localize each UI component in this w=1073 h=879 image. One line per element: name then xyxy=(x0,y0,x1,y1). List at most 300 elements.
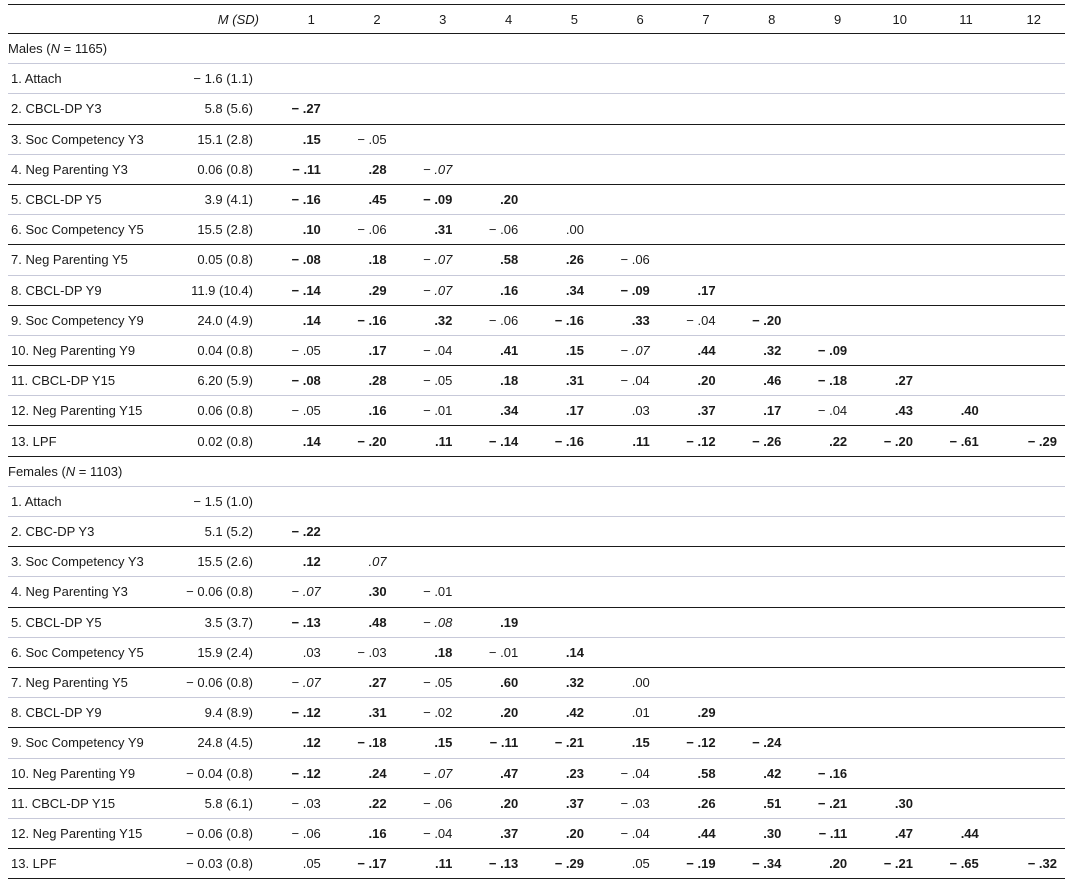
table-row xyxy=(8,698,1065,728)
mean-sd-cell: − 1.6 (1.1) xyxy=(183,64,275,94)
correlation-cell xyxy=(999,305,1065,335)
correlation-cell xyxy=(801,245,867,275)
table-row xyxy=(8,728,1065,758)
correlation-cell: .26 xyxy=(538,245,604,275)
correlation-cell: − .07 xyxy=(604,335,670,365)
correlation-cell xyxy=(736,124,802,154)
correlation-cell: .29 xyxy=(670,698,736,728)
correlation-cell: − .16 xyxy=(538,426,604,456)
table-row xyxy=(8,245,1065,275)
correlation-cell: .44 xyxy=(670,335,736,365)
mean-sd-cell: 0.06 (0.8) xyxy=(183,396,275,426)
correlation-cell: .12 xyxy=(275,547,341,577)
correlation-cell: − .22 xyxy=(275,517,341,547)
correlation-cell xyxy=(407,94,473,124)
correlation-cell: − .06 xyxy=(472,215,538,245)
variable-label: 9. Soc Competency Y9 xyxy=(8,728,183,758)
correlation-cell: − .11 xyxy=(801,818,867,848)
correlation-cell: .20 xyxy=(472,788,538,818)
correlation-cell: − .21 xyxy=(801,788,867,818)
correlation-cell xyxy=(341,486,407,516)
correlation-cell: − .26 xyxy=(736,426,802,456)
correlation-cell xyxy=(736,486,802,516)
column-header: 12 xyxy=(999,5,1065,34)
correlation-cell: .51 xyxy=(736,788,802,818)
correlation-cell: .11 xyxy=(407,426,473,456)
mean-sd-cell: 6.20 (5.9) xyxy=(183,366,275,396)
correlation-cell: − .09 xyxy=(604,275,670,305)
correlation-cell: .42 xyxy=(538,698,604,728)
correlation-cell xyxy=(933,245,999,275)
correlation-cell xyxy=(999,245,1065,275)
correlation-cell: − .02 xyxy=(407,698,473,728)
variable-label: 11. CBCL-DP Y15 xyxy=(8,366,183,396)
correlation-cell xyxy=(867,728,933,758)
correlation-cell: − .61 xyxy=(933,426,999,456)
correlation-cell: .17 xyxy=(341,335,407,365)
table-row xyxy=(8,788,1065,818)
correlation-cell xyxy=(801,124,867,154)
correlation-cell xyxy=(275,64,341,94)
variable-label: 5. CBCL-DP Y5 xyxy=(8,184,183,214)
correlation-cell xyxy=(999,335,1065,365)
correlation-cell xyxy=(999,547,1065,577)
correlation-cell: − .06 xyxy=(604,245,670,275)
correlation-cell: − .06 xyxy=(407,788,473,818)
correlation-cell: − .08 xyxy=(275,366,341,396)
mean-sd-cell: 0.02 (0.8) xyxy=(183,426,275,456)
correlation-cell: .14 xyxy=(538,637,604,667)
mean-sd-cell: 24.8 (4.5) xyxy=(183,728,275,758)
correlation-cell: .00 xyxy=(538,215,604,245)
correlation-cell: .17 xyxy=(670,275,736,305)
correlation-cell xyxy=(736,698,802,728)
correlation-cell xyxy=(933,637,999,667)
correlation-cell xyxy=(472,577,538,607)
correlation-cell xyxy=(999,64,1065,94)
table-row xyxy=(8,154,1065,184)
correlation-cell xyxy=(472,124,538,154)
table-body xyxy=(8,34,1065,879)
correlation-cell xyxy=(933,577,999,607)
correlation-cell: − .11 xyxy=(275,154,341,184)
correlation-cell: .28 xyxy=(341,366,407,396)
correlation-cell xyxy=(604,637,670,667)
correlation-cell: − .07 xyxy=(275,577,341,607)
correlation-cell xyxy=(801,637,867,667)
correlation-cell xyxy=(933,305,999,335)
correlation-cell xyxy=(933,154,999,184)
correlation-cell: .58 xyxy=(670,758,736,788)
correlation-cell: − .12 xyxy=(670,728,736,758)
correlation-cell xyxy=(933,728,999,758)
correlation-cell: .37 xyxy=(670,396,736,426)
correlation-cell xyxy=(933,788,999,818)
mean-sd-cell: 0.06 (0.8) xyxy=(183,154,275,184)
correlation-cell: .20 xyxy=(801,849,867,879)
correlation-cell xyxy=(604,577,670,607)
correlation-cell: − .01 xyxy=(407,396,473,426)
correlation-cell: .31 xyxy=(538,366,604,396)
correlation-cell: − .06 xyxy=(341,215,407,245)
correlation-cell: .18 xyxy=(407,637,473,667)
correlation-cell xyxy=(341,64,407,94)
table-row xyxy=(8,215,1065,245)
correlation-cell: − .09 xyxy=(801,335,867,365)
header-row xyxy=(8,5,1065,34)
correlation-cell: .15 xyxy=(407,728,473,758)
variable-label: 4. Neg Parenting Y3 xyxy=(8,154,183,184)
correlation-cell: − .32 xyxy=(999,849,1065,879)
correlation-cell: − .16 xyxy=(341,305,407,335)
correlation-cell xyxy=(604,486,670,516)
correlation-cell xyxy=(867,517,933,547)
correlation-cell xyxy=(670,245,736,275)
correlation-cell xyxy=(736,517,802,547)
correlation-cell xyxy=(736,94,802,124)
correlation-cell: .05 xyxy=(275,849,341,879)
correlation-cell xyxy=(407,124,473,154)
correlation-cell xyxy=(801,667,867,697)
correlation-cell xyxy=(538,154,604,184)
correlation-cell: .17 xyxy=(538,396,604,426)
correlation-cell xyxy=(867,124,933,154)
correlation-cell xyxy=(999,94,1065,124)
correlation-cell xyxy=(538,577,604,607)
correlation-cell: − .07 xyxy=(407,275,473,305)
correlation-cell xyxy=(538,94,604,124)
correlation-cell: − .13 xyxy=(472,849,538,879)
correlation-cell xyxy=(999,275,1065,305)
correlation-cell: − .13 xyxy=(275,607,341,637)
correlation-cell xyxy=(867,698,933,728)
table-row xyxy=(8,184,1065,214)
group-n-label: N xyxy=(50,41,61,57)
correlation-cell: .01 xyxy=(604,698,670,728)
correlation-cell: .15 xyxy=(275,124,341,154)
variable-label: 6. Soc Competency Y5 xyxy=(8,637,183,667)
correlation-cell xyxy=(933,698,999,728)
variable-label: 8. CBCL-DP Y9 xyxy=(8,275,183,305)
correlation-cell xyxy=(801,215,867,245)
correlation-cell: .45 xyxy=(341,184,407,214)
table-row xyxy=(8,94,1065,124)
mean-sd-cell: 0.04 (0.8) xyxy=(183,335,275,365)
correlation-cell: .44 xyxy=(670,818,736,848)
table-row xyxy=(8,396,1065,426)
group-label xyxy=(8,456,1065,486)
correlation-cell xyxy=(736,275,802,305)
correlation-cell xyxy=(933,94,999,124)
correlation-cell: − .05 xyxy=(275,335,341,365)
correlation-cell: .32 xyxy=(407,305,473,335)
mean-sd-cell: 0.05 (0.8) xyxy=(183,245,275,275)
correlation-cell: .26 xyxy=(670,788,736,818)
correlation-cell xyxy=(407,486,473,516)
correlation-cell: .18 xyxy=(472,366,538,396)
correlation-cell xyxy=(670,124,736,154)
correlation-cell xyxy=(999,215,1065,245)
correlation-cell: .20 xyxy=(670,366,736,396)
table-row xyxy=(8,577,1065,607)
correlation-cell xyxy=(933,667,999,697)
correlation-cell xyxy=(867,486,933,516)
correlation-cell: − .04 xyxy=(801,396,867,426)
correlation-cell: .00 xyxy=(604,667,670,697)
correlation-cell: .29 xyxy=(341,275,407,305)
table-row xyxy=(8,305,1065,335)
correlation-cell: .11 xyxy=(604,426,670,456)
group-n-value: = 1165) xyxy=(60,41,108,57)
variable-label: 3. Soc Competency Y3 xyxy=(8,547,183,577)
variable-label: 13. LPF xyxy=(8,426,183,456)
variable-label: 3. Soc Competency Y3 xyxy=(8,124,183,154)
column-header: 11 xyxy=(933,5,999,34)
mean-sd-cell: − 0.06 (0.8) xyxy=(183,818,275,848)
correlation-cell: .28 xyxy=(341,154,407,184)
correlation-cell: .07 xyxy=(341,547,407,577)
correlation-cell: .19 xyxy=(472,607,538,637)
correlation-cell xyxy=(670,215,736,245)
correlation-cell: .34 xyxy=(472,396,538,426)
correlation-cell xyxy=(999,788,1065,818)
correlation-cell: .05 xyxy=(604,849,670,879)
group-prefix: Females ( xyxy=(8,463,66,479)
correlation-cell xyxy=(670,577,736,607)
correlation-cell: − .12 xyxy=(275,758,341,788)
correlation-cell: .16 xyxy=(341,818,407,848)
correlation-cell: − .12 xyxy=(275,698,341,728)
correlation-cell xyxy=(933,275,999,305)
table-row xyxy=(8,124,1065,154)
correlation-cell xyxy=(538,184,604,214)
variable-label: 6. Soc Competency Y5 xyxy=(8,215,183,245)
correlation-cell xyxy=(604,215,670,245)
correlation-cell xyxy=(867,607,933,637)
correlation-cell xyxy=(472,94,538,124)
correlation-cell xyxy=(999,366,1065,396)
correlation-cell: − .08 xyxy=(407,607,473,637)
variable-label: 13. LPF xyxy=(8,849,183,879)
correlation-cell xyxy=(670,184,736,214)
correlation-cell: .33 xyxy=(604,305,670,335)
correlation-cell: .23 xyxy=(538,758,604,788)
correlation-cell xyxy=(801,486,867,516)
mean-sd-cell: − 0.06 (0.8) xyxy=(183,667,275,697)
correlation-cell xyxy=(736,245,802,275)
correlation-cell xyxy=(407,547,473,577)
correlation-cell xyxy=(933,547,999,577)
table-row xyxy=(8,607,1065,637)
mean-sd-cell: 3.5 (3.7) xyxy=(183,607,275,637)
correlation-cell xyxy=(472,486,538,516)
correlation-cell: − .05 xyxy=(275,396,341,426)
table-row xyxy=(8,818,1065,848)
correlation-cell xyxy=(670,64,736,94)
group-label xyxy=(8,34,1065,64)
correlation-cell: .15 xyxy=(538,335,604,365)
correlation-cell xyxy=(670,637,736,667)
mean-sd-cell: 15.1 (2.8) xyxy=(183,124,275,154)
correlation-cell: − .16 xyxy=(275,184,341,214)
correlation-cell: − .04 xyxy=(604,818,670,848)
correlation-cell xyxy=(736,547,802,577)
correlation-cell xyxy=(801,184,867,214)
correlation-cell xyxy=(999,667,1065,697)
correlation-cell xyxy=(999,124,1065,154)
table-row xyxy=(8,547,1065,577)
correlation-cell xyxy=(999,577,1065,607)
correlation-cell: − .34 xyxy=(736,849,802,879)
correlation-cell: .47 xyxy=(867,818,933,848)
correlation-cell: .41 xyxy=(472,335,538,365)
correlation-cell: .27 xyxy=(867,366,933,396)
group-n-label: N xyxy=(65,463,76,479)
correlation-cell: .44 xyxy=(933,818,999,848)
correlation-cell: .17 xyxy=(736,396,802,426)
correlation-cell: − .06 xyxy=(275,818,341,848)
correlation-cell: .20 xyxy=(472,184,538,214)
correlation-cell: .58 xyxy=(472,245,538,275)
correlation-cell: − .04 xyxy=(604,366,670,396)
mean-label: M xyxy=(217,11,229,27)
correlation-cell xyxy=(341,94,407,124)
correlation-cell: .10 xyxy=(275,215,341,245)
group-header-row xyxy=(8,456,1065,486)
table-row xyxy=(8,486,1065,516)
correlation-cell xyxy=(999,396,1065,426)
correlation-cell xyxy=(933,366,999,396)
correlation-cell xyxy=(538,64,604,94)
variable-label: 12. Neg Parenting Y15 xyxy=(8,396,183,426)
correlation-cell xyxy=(867,758,933,788)
correlation-cell: .22 xyxy=(341,788,407,818)
correlation-cell: − .08 xyxy=(275,245,341,275)
correlation-cell xyxy=(801,305,867,335)
correlation-cell: .40 xyxy=(933,396,999,426)
correlation-cell xyxy=(867,94,933,124)
variable-header xyxy=(8,5,183,34)
correlation-cell xyxy=(670,154,736,184)
column-header: 10 xyxy=(867,5,933,34)
correlation-cell: .24 xyxy=(341,758,407,788)
correlation-cell: .15 xyxy=(604,728,670,758)
correlation-cell: .03 xyxy=(604,396,670,426)
correlation-cell: .20 xyxy=(538,818,604,848)
correlation-cell xyxy=(538,517,604,547)
correlation-cell xyxy=(736,154,802,184)
column-header: 9 xyxy=(801,5,867,34)
correlation-cell xyxy=(867,154,933,184)
correlation-cell: − .04 xyxy=(604,758,670,788)
correlation-cell xyxy=(604,184,670,214)
correlation-cell: − .01 xyxy=(472,637,538,667)
correlation-cell xyxy=(867,667,933,697)
correlation-cell: − .07 xyxy=(407,245,473,275)
mean-sd-cell: 5.8 (5.6) xyxy=(183,94,275,124)
table-row xyxy=(8,637,1065,667)
correlation-cell: .60 xyxy=(472,667,538,697)
correlation-cell xyxy=(604,607,670,637)
correlation-cell xyxy=(736,607,802,637)
mean-sd-cell: 3.9 (4.1) xyxy=(183,184,275,214)
column-header: 7 xyxy=(670,5,736,34)
group-n-value: = 1103) xyxy=(75,463,123,479)
correlation-cell: .31 xyxy=(341,698,407,728)
correlation-cell xyxy=(933,215,999,245)
correlation-cell xyxy=(472,64,538,94)
mean-sd-cell: 11.9 (10.4) xyxy=(183,275,275,305)
correlation-cell: − .07 xyxy=(407,758,473,788)
table-row xyxy=(8,758,1065,788)
correlation-cell xyxy=(999,607,1065,637)
correlation-cell: − .11 xyxy=(472,728,538,758)
correlation-cell: − .05 xyxy=(341,124,407,154)
column-header: 3 xyxy=(407,5,473,34)
correlation-cell: − .05 xyxy=(407,366,473,396)
correlation-cell xyxy=(999,184,1065,214)
correlation-cell xyxy=(736,667,802,697)
correlation-cell xyxy=(801,94,867,124)
table-row xyxy=(8,667,1065,697)
mean-sd-cell: − 0.04 (0.8) xyxy=(183,758,275,788)
correlation-cell: .46 xyxy=(736,366,802,396)
variable-label: 1. Attach xyxy=(8,64,183,94)
correlation-cell xyxy=(801,517,867,547)
correlation-cell: − .16 xyxy=(801,758,867,788)
correlation-cell: .47 xyxy=(472,758,538,788)
mean-sd-cell: − 1.5 (1.0) xyxy=(183,486,275,516)
correlation-cell xyxy=(538,547,604,577)
correlation-cell: − .03 xyxy=(604,788,670,818)
correlation-cell xyxy=(801,607,867,637)
correlation-cell xyxy=(867,335,933,365)
correlation-cell: .42 xyxy=(736,758,802,788)
correlation-cell xyxy=(999,637,1065,667)
mean-sd-cell: 5.1 (5.2) xyxy=(183,517,275,547)
correlation-cell: − .03 xyxy=(275,788,341,818)
correlation-cell xyxy=(933,184,999,214)
correlation-cell xyxy=(999,154,1065,184)
mean-sd-cell: 5.8 (6.1) xyxy=(183,788,275,818)
correlation-cell xyxy=(670,486,736,516)
correlation-cell: − .20 xyxy=(341,426,407,456)
correlation-cell xyxy=(999,818,1065,848)
correlation-cell xyxy=(736,184,802,214)
correlation-cell: − .14 xyxy=(275,275,341,305)
correlation-cell: .03 xyxy=(275,637,341,667)
correlation-cell: − .18 xyxy=(341,728,407,758)
correlation-cell xyxy=(407,64,473,94)
variable-label: 5. CBCL-DP Y5 xyxy=(8,607,183,637)
correlation-cell: − .14 xyxy=(472,426,538,456)
correlation-cell xyxy=(867,547,933,577)
correlation-cell xyxy=(736,637,802,667)
correlation-cell: .43 xyxy=(867,396,933,426)
correlation-cell: − .05 xyxy=(407,667,473,697)
correlation-cell xyxy=(867,245,933,275)
variable-label: 11. CBCL-DP Y15 xyxy=(8,788,183,818)
correlation-cell xyxy=(670,547,736,577)
variable-label: 9. Soc Competency Y9 xyxy=(8,305,183,335)
correlation-cell: − .27 xyxy=(275,94,341,124)
mean-sd-header: M (SD) xyxy=(183,5,275,34)
correlation-cell xyxy=(736,64,802,94)
correlation-cell: − .07 xyxy=(275,667,341,697)
correlation-cell: − .21 xyxy=(538,728,604,758)
group-header-row xyxy=(8,34,1065,64)
mean-sd-cell: 15.9 (2.4) xyxy=(183,637,275,667)
